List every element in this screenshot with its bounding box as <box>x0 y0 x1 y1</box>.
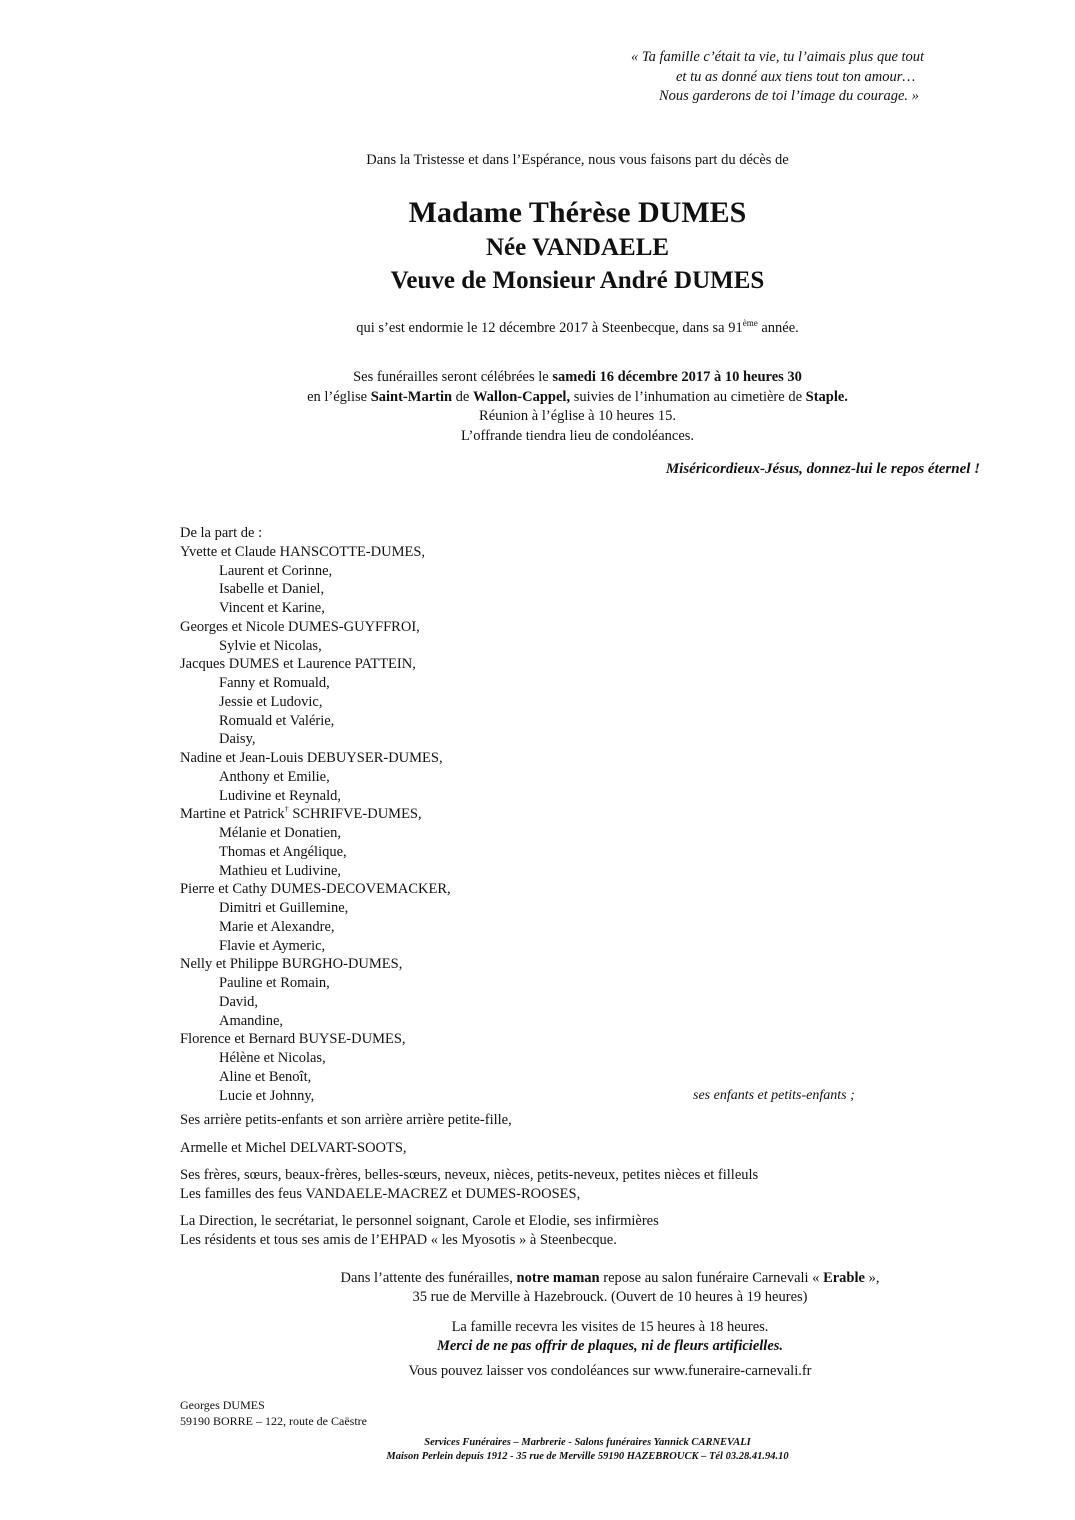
member-name: Daisy, <box>219 731 256 748</box>
family-member-child <box>180 768 900 787</box>
member-name: Ludivine et Reynald, <box>219 787 342 804</box>
deceased-cross-icon: † <box>284 805 289 815</box>
rest-address: 35 rue de Merville à Hazebrouck. (Ouvert de 10 heures à 19 heures) <box>412 1288 808 1305</box>
family-member-child <box>180 1012 900 1031</box>
funeral-details <box>0 368 1075 446</box>
member-name: Mathieu et Ludivine, <box>219 862 342 879</box>
member-name: Martine et Patrick <box>180 806 285 823</box>
member-name: Pierre et Cathy DUMES-DECOVEMACKER, <box>180 881 451 898</box>
member-name: Lucie et Johnny, <box>219 1087 315 1104</box>
member-name: Sylvie et Nicolas, <box>219 637 322 654</box>
siblings-line: Ses frères, sœurs, beaux-frères, belles-sœurs, neveux, nièces, petits-neveux, petites nièces et filleuls <box>180 1167 759 1183</box>
family-member-child <box>180 712 900 731</box>
family-member-child <box>180 580 900 599</box>
family-member-parent <box>180 543 900 562</box>
family-member-child <box>180 1049 900 1068</box>
visits-note: La famille recevra les visites de 15 heures à 18 heures. <box>451 1319 769 1335</box>
member-name: David, <box>219 993 259 1010</box>
text-bold: notre maman <box>516 1270 600 1286</box>
funeral-date-line <box>0 368 1075 388</box>
family-member-parent <box>180 955 900 974</box>
member-name: Isabelle et Daniel, <box>219 581 325 598</box>
family-member-child <box>180 937 900 956</box>
member-name: Pauline et Romain, <box>219 975 330 991</box>
member-name-rest: SCHRIFVE-DUMES, <box>288 806 422 823</box>
text: suivies de l’inhumation au cimetière de <box>570 388 806 405</box>
epigraph-quote <box>600 48 1000 107</box>
text: en l’église <box>307 388 371 405</box>
family-member-child <box>180 693 900 712</box>
family-member-child <box>180 637 900 656</box>
family-member-child <box>180 974 900 993</box>
church-name: Saint-Martin <box>370 388 453 405</box>
member-name: Jacques DUMES et Laurence PATTEIN, <box>180 656 416 673</box>
residents-line: Les résidents et tous ses amis de l’EHPAD « les Myosotis » à Steenbecque. <box>180 1231 617 1248</box>
member-name: Laurent et Corinne, <box>219 562 333 579</box>
text: », <box>864 1270 880 1286</box>
member-name: Anthony et Emilie, <box>219 768 330 785</box>
delvart-family: Armelle et Michel DELVART-SOOTS, <box>180 1140 407 1156</box>
member-name: Nadine et Jean-Louis DEBUYSER-DUMES, <box>180 750 443 766</box>
member-name: Flavie et Aymeric, <box>219 937 326 954</box>
staff-line: La Direction, le secrétariat, le personnel soignant, Carole et Elodie, ses infirmières <box>180 1213 659 1229</box>
family-member-child <box>180 993 900 1012</box>
funeral-date: samedi 16 décembre 2017 à 10 heures 30 <box>552 369 802 385</box>
family-header: De la part de : <box>180 525 263 541</box>
text: de <box>452 388 473 405</box>
epigraph-line: « Ta famille c’était ta vie, tu l’aimais plus que tout <box>631 49 925 65</box>
member-name: Jessie et Ludovic, <box>219 693 323 710</box>
member-name: Vincent et Karine, <box>219 600 325 616</box>
no-flowers-note: Merci de ne pas offrir de plaques, ni de fleurs artificielles. <box>436 1338 784 1354</box>
family-member-child <box>180 1068 900 1087</box>
family-member-parent <box>180 880 900 899</box>
family-member-child <box>180 1087 900 1106</box>
member-name: Nelly et Philippe BURGHO-DUMES, <box>180 956 403 973</box>
relation-label: ses enfants et petits-enfants ; <box>693 1087 855 1103</box>
salon-name: Erable <box>823 1270 865 1286</box>
meeting-time: Réunion à l’église à 10 heures 15. <box>479 408 676 424</box>
footer-line: Maison Perlein depuis 1912 - 35 rue de Merville 59190 HAZEBROUCK – Tél 03.28.41.94.10 <box>386 1451 789 1462</box>
member-name: Marie et Alexandre, <box>219 918 335 935</box>
offering-note: L’offrande tiendra lieu de condoléances. <box>460 427 695 444</box>
member-name: Florence et Bernard BUYSE-DUMES, <box>180 1031 406 1048</box>
text: Vous pouvez laisser vos condoléances sur <box>408 1363 654 1379</box>
family-member-child <box>180 862 900 881</box>
epigraph-line: et tu as donné aux tiens tout ton amour… <box>676 68 916 85</box>
family-member-child <box>180 824 900 843</box>
family-member-parent <box>180 805 900 824</box>
family-member-parent <box>180 655 900 674</box>
family-list <box>180 524 900 1105</box>
deceased-name: Madame Thérèse DUMES <box>408 196 747 229</box>
family-member-child <box>180 843 900 862</box>
condolences-note <box>0 1362 1075 1381</box>
family-member-child <box>180 918 900 937</box>
member-name: Aline et Benoît, <box>219 1068 312 1085</box>
family-member-child <box>180 787 900 806</box>
family-member-child <box>180 899 900 918</box>
great-grandchildren: Ses arrière petits-enfants et son arrière arrière petite-fille, <box>180 1112 512 1128</box>
member-name: Georges et Nicole DUMES-GUYFFROI, <box>180 618 420 635</box>
signature-name: Georges DUMES <box>180 1398 265 1412</box>
rest-location <box>0 1269 1075 1307</box>
member-name: Dimitri et Guillemine, <box>219 900 349 916</box>
family-member-child <box>180 562 900 581</box>
death-details-text: qui s’est endormie le 12 décembre 2017 à Steenbecque, dans sa 91 <box>356 320 743 336</box>
rest-location-line <box>0 1269 1075 1288</box>
intro-text: Dans la Tristesse et dans l’Espérance, nous vous faisons part du décès de <box>366 152 789 168</box>
family-member-parent <box>180 1030 900 1049</box>
death-details-end: année. <box>757 320 799 336</box>
family-member-parent <box>180 618 900 637</box>
signature-address: 59190 BORRE – 122, route de Caëstre <box>180 1414 367 1428</box>
member-name: Romuald et Valérie, <box>219 712 335 729</box>
staff-block <box>180 1212 659 1250</box>
siblings-block <box>180 1166 758 1204</box>
family-member-parent <box>180 749 900 768</box>
ordinal-suffix: ème <box>742 318 758 328</box>
town-name: Wallon-Cappel, <box>472 388 571 405</box>
signature <box>180 1397 367 1429</box>
member-name: Mélanie et Donatien, <box>219 825 341 841</box>
footer <box>0 1436 1075 1464</box>
widow-of: Veuve de Monsieur André DUMES <box>390 267 765 294</box>
text: repose au salon funéraire Carnevali « <box>599 1270 824 1286</box>
funeral-location-line <box>0 388 1075 408</box>
families-line: Les familles des feus VANDAELE-MACREZ et DUMES-ROOSES, <box>180 1185 581 1202</box>
footer-line: Services Funéraires – Marbrerie - Salons funéraires Yannick CARNEVALI <box>424 1437 751 1448</box>
maiden-name: Née VANDAELE <box>485 234 670 261</box>
family-member-child <box>180 599 900 618</box>
funeral-date-prefix: Ses funérailles seront célébrées le <box>353 369 553 385</box>
family-member-child <box>180 674 900 693</box>
member-name: Hélène et Nicolas, <box>219 1050 326 1066</box>
death-details <box>0 320 1075 337</box>
cemetery-name: Staple. <box>805 388 848 405</box>
family-member-child <box>180 730 900 749</box>
member-name: Yvette et Claude HANSCOTTE-DUMES, <box>180 543 426 560</box>
member-name: Amandine, <box>219 1012 284 1029</box>
condolences-link[interactable]: www.funeraire-carnevali.fr <box>653 1363 812 1379</box>
epigraph-line: Nous garderons de toi l’image du courage. » <box>659 88 919 104</box>
member-name: Fanny et Romuald, <box>219 675 330 691</box>
text: Dans l’attente des funérailles, <box>340 1270 517 1286</box>
prayer: Miséricordieux-Jésus, donnez-lui le repos éternel ! <box>665 461 980 477</box>
member-name: Thomas et Angélique, <box>219 843 347 860</box>
